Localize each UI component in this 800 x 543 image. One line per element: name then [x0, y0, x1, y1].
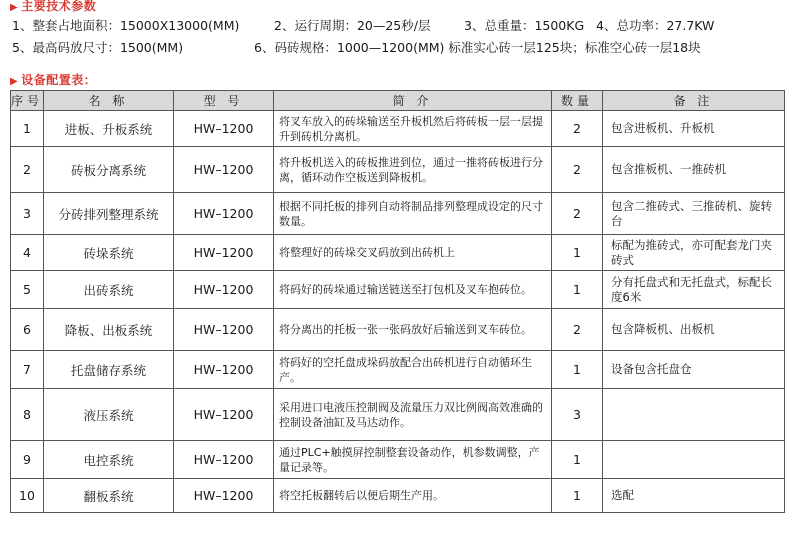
cell-model: HW–1200 — [174, 351, 274, 389]
cell-note — [603, 441, 785, 479]
col-header-model: 型 号 — [174, 91, 274, 111]
cell-no: 6 — [11, 309, 44, 351]
cell-name: 砖垛系统 — [44, 235, 174, 271]
tech-params-heading — [10, 0, 96, 14]
col-header-name: 名 称 — [44, 91, 174, 111]
cell-desc: 根据不同托板的排列自动将制品排列整理成设定的尺寸数量。 — [274, 193, 552, 235]
param-line-2 — [12, 41, 701, 55]
cell-note: 标配为推砖式，亦可配套龙门夹砖式 — [603, 235, 785, 271]
table-row — [11, 193, 785, 235]
cell-name: 电控系统 — [44, 441, 174, 479]
cell-note: 分有托盘式和无托盘式，标配长度6米 — [603, 271, 785, 309]
cell-no: 9 — [11, 441, 44, 479]
cell-model: HW–1200 — [174, 479, 274, 513]
table-row — [11, 147, 785, 193]
cell-no: 5 — [11, 271, 44, 309]
triangle-bullet-icon: ▶ — [10, 2, 19, 13]
config-table-heading — [10, 71, 96, 88]
cell-model: HW–1200 — [174, 235, 274, 271]
cell-model: HW–1200 — [174, 389, 274, 441]
cell-note: 设备包含托盘仓 — [603, 351, 785, 389]
cell-name: 分砖排列整理系统 — [44, 193, 174, 235]
cell-qty: 1 — [552, 235, 603, 271]
param-max-stack: 5、最高码放尺寸：1500(MM) — [12, 40, 184, 55]
cell-note: 包含二推砖式、三推砖机、旋转台 — [603, 193, 785, 235]
cell-no: 2 — [11, 147, 44, 193]
table-row — [11, 389, 785, 441]
cell-name: 翻板系统 — [44, 479, 174, 513]
cell-desc: 将码好的空托盘成垛码放配合出砖机进行自动循环生产。 — [274, 351, 552, 389]
table-row — [11, 479, 785, 513]
cell-model: HW–1200 — [174, 147, 274, 193]
cell-qty: 2 — [552, 147, 603, 193]
param-weight: 3、总重量：1500KG — [464, 18, 585, 33]
cell-note: 包含推板机、一推砖机 — [603, 147, 785, 193]
param-brick-spec: 6、码砖规格：1000—1200(MM) 标准实心砖一层125块；标准空心砖一层18块 — [254, 40, 701, 55]
param-power: 4、总功率：27.7KW — [596, 18, 715, 33]
cell-desc: 将整理好的砖垛交叉码放到出砖机上 — [274, 235, 552, 271]
table-row — [11, 351, 785, 389]
param-cycle: 2、运行周期：20—25秒/层 — [274, 18, 431, 33]
cell-qty: 1 — [552, 479, 603, 513]
cell-name: 砖板分离系统 — [44, 147, 174, 193]
cell-desc: 将空托板翻转后以便后期生产用。 — [274, 479, 552, 513]
cell-model: HW–1200 — [174, 309, 274, 351]
cell-qty: 3 — [552, 389, 603, 441]
config-table — [10, 90, 785, 513]
col-header-desc: 简 介 — [274, 91, 552, 111]
cell-name: 进板、升板系统 — [44, 111, 174, 147]
cell-note: 选配 — [603, 479, 785, 513]
cell-desc: 将码好的砖垛通过输送链送至打包机及叉车抱砖位。 — [274, 271, 552, 309]
table-header-row — [11, 91, 785, 111]
cell-qty: 1 — [552, 351, 603, 389]
cell-note: 包含降板机、出板机 — [603, 309, 785, 351]
cell-no: 10 — [11, 479, 44, 513]
param-line-1 — [12, 19, 714, 33]
cell-name: 托盘储存系统 — [44, 351, 174, 389]
cell-no: 7 — [11, 351, 44, 389]
cell-name: 出砖系统 — [44, 271, 174, 309]
cell-desc: 通过PLC+触摸屏控制整套设备动作，机参数调整，产量记录等。 — [274, 441, 552, 479]
cell-model: HW–1200 — [174, 193, 274, 235]
cell-no: 8 — [11, 389, 44, 441]
cell-no: 1 — [11, 111, 44, 147]
cell-qty: 1 — [552, 271, 603, 309]
table-row — [11, 235, 785, 271]
tech-params-title: 主要技术参数 — [21, 0, 97, 13]
table-row — [11, 271, 785, 309]
cell-qty: 2 — [552, 309, 603, 351]
cell-desc: 将分离出的托板一张一张码放好后输送到叉车砖位。 — [274, 309, 552, 351]
table-row — [11, 441, 785, 479]
cell-qty: 2 — [552, 111, 603, 147]
cell-desc: 将升板机送入的砖板推进到位，通过一推将砖板进行分离，循环动作空板送到降板机。 — [274, 147, 552, 193]
table-row — [11, 111, 785, 147]
cell-model: HW–1200 — [174, 271, 274, 309]
col-header-note: 备 注 — [603, 91, 785, 111]
cell-desc: 将叉车放入的砖垛输送至升板机然后将砖板一层一层提升到砖机分离机。 — [274, 111, 552, 147]
cell-no: 3 — [11, 193, 44, 235]
cell-qty: 1 — [552, 441, 603, 479]
cell-name: 液压系统 — [44, 389, 174, 441]
table-row — [11, 309, 785, 351]
config-table-title: 设备配置表： — [21, 73, 97, 87]
cell-no: 4 — [11, 235, 44, 271]
cell-desc: 采用进口电液压控制阀及流量压力双比例阀高效准确的控制设备油缸及马达动作。 — [274, 389, 552, 441]
col-header-no: 序号 — [11, 91, 44, 111]
cell-name: 降板、出板系统 — [44, 309, 174, 351]
cell-note: 包含进板机、升板机 — [603, 111, 785, 147]
cell-note — [603, 389, 785, 441]
param-floor-area: 1、整套占地面积：15000X13000(MM) — [12, 18, 240, 33]
cell-qty: 2 — [552, 193, 603, 235]
triangle-bullet-icon: ▶ — [10, 76, 19, 87]
cell-model: HW–1200 — [174, 111, 274, 147]
col-header-qty: 数量 — [552, 91, 603, 111]
cell-model: HW–1200 — [174, 441, 274, 479]
